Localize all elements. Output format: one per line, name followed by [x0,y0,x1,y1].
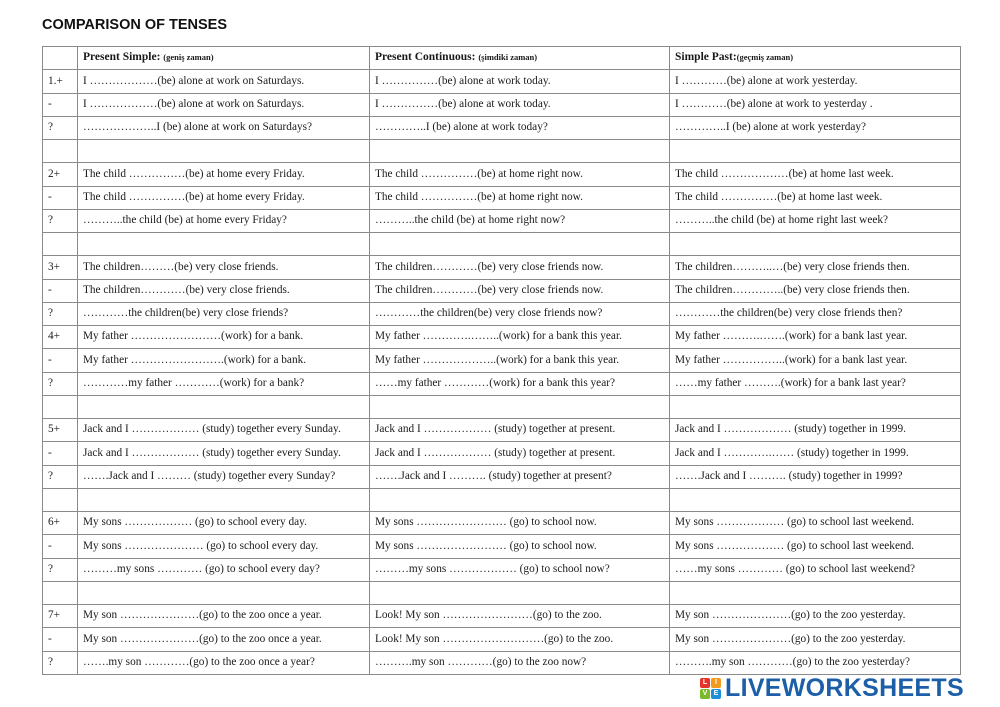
simple-past-cell: The child ……………(be) at home last week. [670,186,961,209]
present-continuous-cell: ………my sons ……………… (go) to school now? [370,558,670,581]
row-marker: - [43,93,78,116]
simple-past-cell: The children………..…(be) very close friends then. [670,256,961,279]
header-present-continuous: Present Continuous: (şimdiki zaman) [370,47,670,70]
present-simple-cell: I ………………(be) alone at work on Saturdays. [78,93,370,116]
row-marker [43,395,78,418]
header-present-simple: Present Simple: (geniş zaman) [78,47,370,70]
simple-past-cell: …………the children(be) very close friends then? [670,302,961,325]
present-simple-cell: My sons ……………… (go) to school every day. [78,512,370,535]
simple-past-cell [670,488,961,511]
page-title: COMPARISON OF TENSES [42,17,228,33]
present-continuous-cell: …………the children(be) very close friends now? [370,302,670,325]
header-row [43,47,961,70]
present-continuous-cell: Look! My son ………………………(go) to the zoo. [370,628,670,651]
present-simple-cell [78,140,370,163]
table-row [43,349,961,372]
present-simple-cell: …………my father …………(work) for a bank? [78,372,370,395]
table-row [43,209,961,232]
tenses-table [42,46,961,675]
row-marker: 1.+ [43,70,78,93]
present-continuous-cell: ……….my son …………(go) to the zoo now? [370,651,670,674]
table-row [43,558,961,581]
present-continuous-cell [370,140,670,163]
present-continuous-cell: ………..the child (be) at home right now? [370,209,670,232]
row-marker: ? [43,465,78,488]
simple-past-cell: I …………(be) alone at work to yesterday . [670,93,961,116]
table-row [43,442,961,465]
simple-past-cell: My sons ……………… (go) to school last weekend. [670,535,961,558]
row-marker: - [43,349,78,372]
present-simple-cell: The child ……………(be) at home every Friday. [78,186,370,209]
row-marker: 6+ [43,512,78,535]
row-marker [43,581,78,604]
present-continuous-cell: The children…………(be) very close friends now. [370,256,670,279]
table-row [43,535,961,558]
simple-past-cell: ……my father ……….(work) for a bank last year? [670,372,961,395]
present-simple-cell: …………the children(be) very close friends? [78,302,370,325]
table-row [43,512,961,535]
table-row [43,488,961,511]
simple-past-cell [670,581,961,604]
present-continuous-cell: My father ………….……..(work) for a bank this year. [370,326,670,349]
row-marker: 4+ [43,326,78,349]
present-simple-cell: Jack and I ……………… (study) together every Sunday. [78,419,370,442]
row-marker: ? [43,558,78,581]
table-row [43,256,961,279]
present-simple-cell: My sons ………………… (go) to school every day. [78,535,370,558]
row-marker [43,233,78,256]
table-row [43,140,961,163]
present-simple-cell: …….Jack and I ……… (study) together every Sunday? [78,465,370,488]
simple-past-cell: The child ………………(be) at home last week. [670,163,961,186]
present-continuous-cell: My sons …………………… (go) to school now. [370,512,670,535]
table-row [43,326,961,349]
present-simple-cell: ………my sons ………… (go) to school every day? [78,558,370,581]
present-continuous-cell: My father ………………..(work) for a bank this year. [370,349,670,372]
present-continuous-cell: …………..I (be) alone at work today? [370,116,670,139]
table-row [43,70,961,93]
present-continuous-cell: My sons …………………… (go) to school now. [370,535,670,558]
present-simple-cell: My father …………………….(work) for a bank. [78,349,370,372]
row-marker: - [43,279,78,302]
simple-past-cell: My son …………………(go) to the zoo yesterday. [670,605,961,628]
header-simple-past: Simple Past:(geçmiş zaman) [670,47,961,70]
table-row [43,605,961,628]
row-marker: 7+ [43,605,78,628]
present-continuous-cell [370,395,670,418]
present-simple-cell: My son …………………(go) to the zoo once a year. [78,628,370,651]
present-simple-cell: My father ……………………(work) for a bank. [78,326,370,349]
simple-past-cell: My sons ……………… (go) to school last weekend. [670,512,961,535]
table-row [43,419,961,442]
simple-past-cell: My father ……………..(work) for a bank last year. [670,349,961,372]
row-marker: - [43,628,78,651]
present-continuous-cell: The children…………(be) very close friends now. [370,279,670,302]
row-marker: - [43,442,78,465]
simple-past-cell: I …………(be) alone at work yesterday. [670,70,961,93]
present-simple-cell [78,488,370,511]
present-simple-cell: Jack and I ……………… (study) together every Sunday. [78,442,370,465]
simple-past-cell [670,395,961,418]
present-simple-cell: I ………………(be) alone at work on Saturdays. [78,70,370,93]
row-marker: 3+ [43,256,78,279]
row-marker [43,140,78,163]
table-row [43,302,961,325]
table-row [43,581,961,604]
simple-past-cell: My son …………………(go) to the zoo yesterday. [670,628,961,651]
row-marker: - [43,186,78,209]
present-continuous-cell: Jack and I ……………… (study) together at present. [370,419,670,442]
row-marker: ? [43,116,78,139]
present-continuous-cell [370,488,670,511]
table-row [43,116,961,139]
table-row [43,279,961,302]
row-marker: 2+ [43,163,78,186]
simple-past-cell: My father ……….…….(work) for a bank last year. [670,326,961,349]
row-marker: - [43,535,78,558]
table-row [43,372,961,395]
row-marker [43,488,78,511]
present-simple-cell: ………………..I (be) alone at work on Saturdays? [78,116,370,139]
simple-past-cell [670,140,961,163]
present-continuous-cell: The child ……………(be) at home right now. [370,186,670,209]
table-row [43,163,961,186]
row-marker: ? [43,372,78,395]
table-row [43,465,961,488]
present-continuous-cell: Look! My son ……………………(go) to the zoo. [370,605,670,628]
present-simple-cell [78,233,370,256]
present-continuous-cell: I ……………(be) alone at work today. [370,70,670,93]
present-simple-cell: The children…………(be) very close friends. [78,279,370,302]
present-simple-cell: ………..the child (be) at home every Friday? [78,209,370,232]
table-row [43,651,961,674]
table-row [43,233,961,256]
row-marker: ? [43,302,78,325]
table-row [43,186,961,209]
liveworksheets-logo [700,675,964,701]
simple-past-cell: The children…………..(be) very close friends then. [670,279,961,302]
header-cell-mark [43,47,78,70]
present-continuous-cell: Jack and I ……………… (study) together at present. [370,442,670,465]
present-continuous-cell: ……my father …………(work) for a bank this year? [370,372,670,395]
present-simple-cell: My son …………………(go) to the zoo once a year. [78,605,370,628]
present-continuous-cell: The child ……………(be) at home right now. [370,163,670,186]
simple-past-cell: ……….my son …………(go) to the zoo yesterday? [670,651,961,674]
logo-badge-icon: L I V E [700,678,721,699]
simple-past-cell: …………..I (be) alone at work yesterday? [670,116,961,139]
present-simple-cell: The child ……………(be) at home every Friday. [78,163,370,186]
simple-past-cell: ……my sons ………… (go) to school last weekend? [670,558,961,581]
row-marker: 5+ [43,419,78,442]
simple-past-cell [670,233,961,256]
present-simple-cell [78,581,370,604]
row-marker: ? [43,651,78,674]
table-row [43,93,961,116]
present-continuous-cell [370,581,670,604]
simple-past-cell: Jack and I ………….…… (study) together in 1999. [670,442,961,465]
simple-past-cell: ………..the child (be) at home right last week? [670,209,961,232]
present-continuous-cell: …….Jack and I ………. (study) together at present? [370,465,670,488]
present-continuous-cell: I ……………(be) alone at work today. [370,93,670,116]
table-row [43,628,961,651]
present-simple-cell [78,395,370,418]
present-simple-cell: …….my son …………(go) to the zoo once a year? [78,651,370,674]
present-continuous-cell [370,233,670,256]
row-marker: ? [43,209,78,232]
simple-past-cell: Jack and I ……………… (study) together in 1999. [670,419,961,442]
present-simple-cell: The children………(be) very close friends. [78,256,370,279]
logo-text: LIVEWORKSHEETS [725,673,964,702]
table-row [43,395,961,418]
simple-past-cell: …….Jack and I ………. (study) together in 1999? [670,465,961,488]
